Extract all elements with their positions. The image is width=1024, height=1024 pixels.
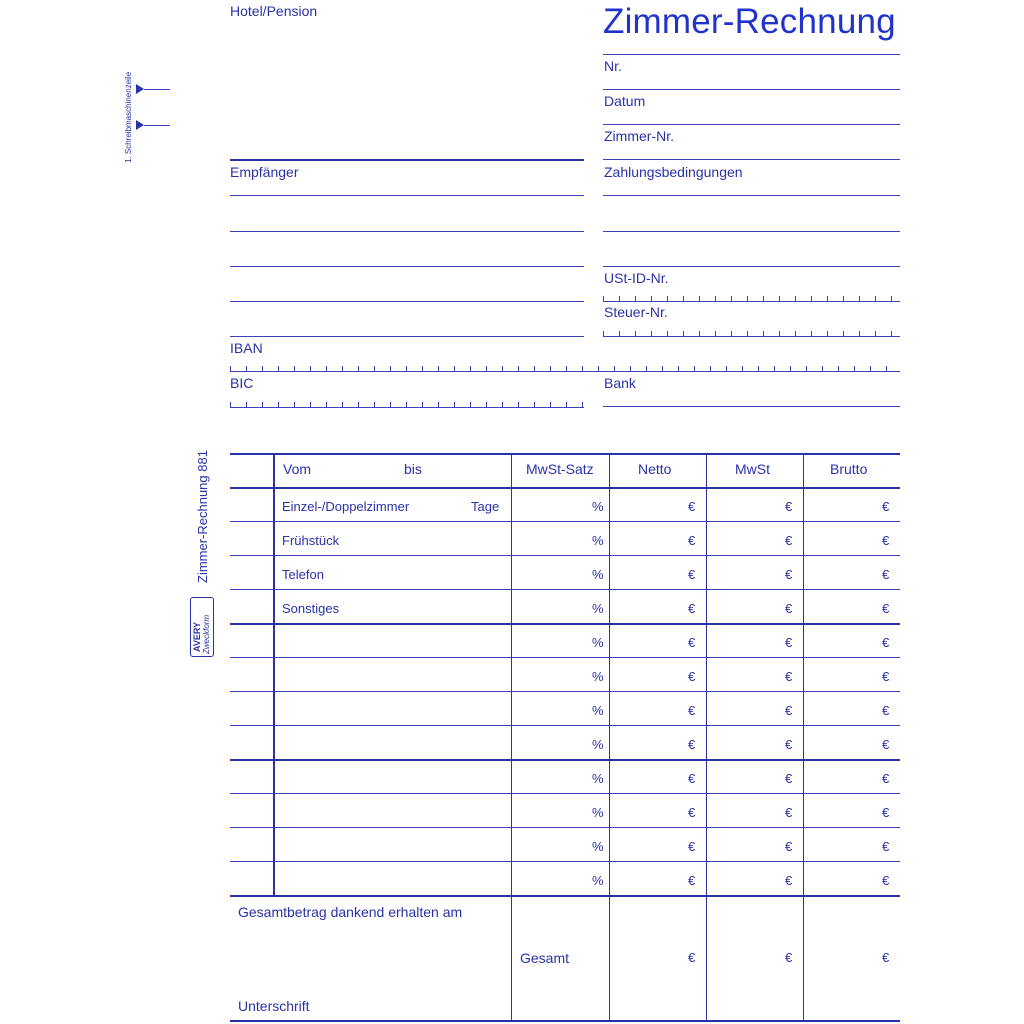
total-brutto-currency: € (882, 950, 890, 965)
row-netto-currency: € (688, 499, 696, 514)
datum-label: Datum (604, 93, 646, 109)
row-brutto-currency: € (882, 533, 890, 548)
datum-field[interactable] (603, 124, 900, 125)
header-mwst: MwSt (735, 461, 770, 477)
iban-label: IBAN (230, 340, 263, 356)
table-row-divider (230, 555, 900, 556)
row-brutto-currency: € (882, 737, 890, 752)
row-percent-sign: % (592, 805, 604, 820)
page-title: Zimmer-Rechnung (603, 2, 896, 41)
bic-field[interactable] (230, 400, 584, 408)
row-mwst-currency: € (785, 771, 793, 786)
table-row-divider (230, 691, 900, 692)
signature-label: Unterschrift (238, 998, 310, 1014)
header-mwst-satz: MwSt-Satz (526, 461, 594, 477)
table-bottom-border (230, 1020, 900, 1022)
row-mwst-currency: € (785, 873, 793, 888)
row-brutto-currency: € (882, 873, 890, 888)
empfaenger-field[interactable] (230, 301, 584, 302)
row-percent-sign: % (592, 703, 604, 718)
row-label: Einzel-/Doppelzimmer (282, 499, 410, 514)
row-netto-currency: € (688, 703, 696, 718)
zimmer-nr-label: Zimmer-Nr. (604, 128, 674, 144)
row-netto-currency: € (688, 839, 696, 854)
header-bis: bis (404, 461, 422, 477)
row-mwst-currency: € (785, 499, 793, 514)
empfaenger-field[interactable] (230, 195, 584, 196)
row-netto-currency: € (688, 737, 696, 752)
row-netto-currency: € (688, 533, 696, 548)
table-row-divider (230, 861, 900, 862)
iban-field[interactable] (230, 364, 900, 372)
row-percent-sign: % (592, 873, 604, 888)
row-brutto-currency: € (882, 635, 890, 650)
row-mwst-currency: € (785, 533, 793, 548)
row-brutto-currency: € (882, 601, 890, 616)
title-underline (603, 54, 900, 55)
zahlungsbedingungen-field[interactable] (603, 195, 900, 196)
row-mwst-currency: € (785, 669, 793, 684)
avery-logo (190, 597, 214, 657)
table-row-divider (230, 623, 900, 625)
empfaenger-label: Empfänger (230, 164, 299, 180)
row-mwst-currency: € (785, 805, 793, 820)
row-percent-sign: % (592, 601, 604, 616)
arrow-marker-icon (136, 120, 144, 130)
zahlungsbedingungen-field[interactable] (603, 231, 900, 232)
table-row-divider (230, 521, 900, 522)
row-label: Telefon (282, 567, 324, 582)
row-percent-sign: % (592, 567, 604, 582)
row-percent-sign: % (592, 771, 604, 786)
row-brutto-currency: € (882, 499, 890, 514)
table-row-divider (230, 657, 900, 658)
table-col-divider (803, 453, 804, 1020)
row-mwst-currency: € (785, 601, 793, 616)
nr-field[interactable] (603, 89, 900, 90)
row-netto-currency: € (688, 567, 696, 582)
row-netto-currency: € (688, 635, 696, 650)
row-brutto-currency: € (882, 567, 890, 582)
row-mwst-currency: € (785, 567, 793, 582)
steuer-nr-field[interactable] (603, 329, 900, 337)
table-row-divider (230, 793, 900, 794)
row-percent-sign: % (592, 669, 604, 684)
steuer-nr-label: Steuer-Nr. (604, 304, 668, 320)
row-netto-currency: € (688, 771, 696, 786)
table-row-divider (230, 589, 900, 590)
logo-bottom: Zweckform (202, 614, 211, 654)
hotel-label: Hotel/Pension (230, 3, 318, 19)
nr-label: Nr. (604, 58, 622, 74)
row-brutto-currency: € (882, 669, 890, 684)
empfaenger-field[interactable] (230, 266, 584, 267)
row-mwst-currency: € (785, 635, 793, 650)
ust-id-field[interactable] (603, 294, 900, 302)
zahlungsbedingungen-label: Zahlungsbedingungen (604, 164, 743, 180)
row-brutto-currency: € (882, 805, 890, 820)
row-mwst-currency: € (785, 839, 793, 854)
table-col-divider (273, 453, 275, 895)
row-brutto-currency: € (882, 771, 890, 786)
bic-label: BIC (230, 375, 254, 391)
address-divider (230, 159, 584, 161)
logo-top: AVERY (192, 621, 202, 652)
table-row-divider (230, 895, 900, 897)
arrow-marker-icon (136, 84, 144, 94)
row-netto-currency: € (688, 805, 696, 820)
form-name: Zimmer-Rechnung 881 (195, 450, 210, 583)
guide-line (144, 89, 170, 90)
table-col-divider (609, 453, 610, 1020)
total-mwst-currency: € (785, 950, 793, 965)
row-percent-sign: % (592, 499, 604, 514)
empfaenger-field[interactable] (230, 336, 584, 337)
table-top-border (230, 453, 900, 455)
bank-field[interactable] (603, 406, 900, 407)
zimmer-nr-field[interactable] (603, 159, 900, 160)
table-row-divider (230, 827, 900, 828)
row-brutto-currency: € (882, 703, 890, 718)
row-label: Frühstück (282, 533, 340, 548)
empfaenger-field[interactable] (230, 231, 584, 232)
ust-id-label: USt-ID-Nr. (604, 270, 669, 286)
header-netto: Netto (638, 461, 672, 477)
header-vom: Vom (283, 461, 312, 477)
row-percent-sign: % (592, 737, 604, 752)
total-label: Gesamt (520, 950, 570, 966)
zahlungsbedingungen-field[interactable] (603, 266, 900, 267)
row-label: Sonstiges (282, 601, 340, 616)
row-percent-sign: % (592, 635, 604, 650)
row-percent-sign: % (592, 839, 604, 854)
row-netto-currency: € (688, 669, 696, 684)
table-col-divider (706, 453, 707, 1020)
row-netto-currency: € (688, 601, 696, 616)
table-row-divider (230, 759, 900, 761)
row-percent-sign: % (592, 533, 604, 548)
row-netto-currency: € (688, 873, 696, 888)
bank-label: Bank (604, 375, 636, 391)
table-row-divider (230, 725, 900, 726)
row-brutto-currency: € (882, 839, 890, 854)
row-extra-label: Tage (471, 499, 500, 514)
table-header-border (230, 487, 900, 489)
table-col-divider (511, 453, 512, 1020)
row-mwst-currency: € (785, 703, 793, 718)
total-netto-currency: € (688, 950, 696, 965)
header-brutto: Brutto (830, 461, 868, 477)
received-label: Gesamtbetrag dankend erhalten am (238, 904, 463, 920)
row-mwst-currency: € (785, 737, 793, 752)
typewriter-note: 1. Schreibmaschinenzeile (124, 71, 133, 163)
guide-line (144, 125, 170, 126)
